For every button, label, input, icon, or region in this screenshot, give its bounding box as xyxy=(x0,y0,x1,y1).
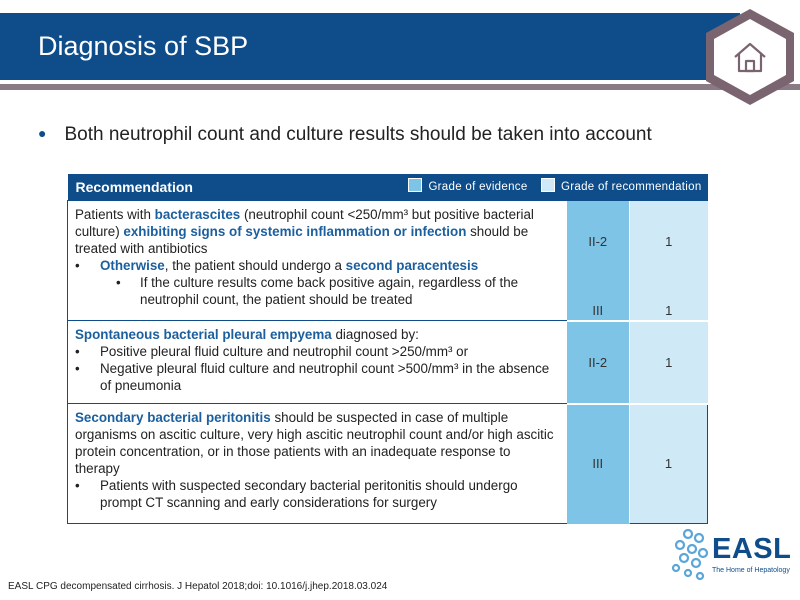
legend-recommendation-label: Grade of recommendation xyxy=(561,181,702,193)
grade-of-evidence: II-2 xyxy=(588,233,608,249)
text-run: , the patient should undergo a xyxy=(164,258,346,273)
table-header xyxy=(68,174,708,201)
keyword: Secondary bacterial peritonitis xyxy=(75,410,271,425)
grade-of-recommendation: 1 xyxy=(665,354,673,370)
text-run: diagnosed by: xyxy=(331,327,419,342)
text-run: (neutrophil count <250/mm³ but positive bacterial culture) xyxy=(75,207,534,239)
list-item: • If the culture results come back positive again, regardless of the neutrophil count, the patient should be treated xyxy=(140,274,559,308)
grade-of-evidence: II-2 xyxy=(588,354,608,370)
text-run: should be treated with antibiotics xyxy=(75,224,529,256)
home-icon[interactable] xyxy=(702,7,798,107)
grade-of-recommendation: 1 xyxy=(665,233,673,249)
grade-of-recommendation: 1 xyxy=(664,455,673,471)
main-bullet xyxy=(38,124,652,146)
grade-of-evidence-cell xyxy=(567,201,630,321)
grade-of-recommendation: 1 xyxy=(665,302,673,318)
legend xyxy=(398,174,707,200)
bullet-list xyxy=(75,477,559,511)
keyword: exhibiting signs of systemic inflammation or infection xyxy=(123,224,467,239)
logo-wordmark: EASL xyxy=(712,533,792,565)
text-run: Patients with xyxy=(75,207,155,222)
keyword: Otherwise xyxy=(100,258,165,273)
table-row xyxy=(68,201,708,321)
bullet-list xyxy=(75,257,559,308)
legend-evidence-label: Grade of evidence xyxy=(428,181,528,193)
text-run: should be suspected in case of multiple organisms on ascitic culture, very high ascitic neutrophil count and/or high ascitic protein concentration, or in those patients with an inadequate response to therapy xyxy=(75,410,554,476)
keyword: Spontaneous bacterial pleural empyema xyxy=(75,327,332,342)
list-item: • Positive pleural fluid culture and neutrophil count >250/mm³ or xyxy=(100,343,559,360)
grade-of-recommendation-cell xyxy=(630,404,708,524)
recommendation-paragraph xyxy=(75,409,559,477)
grade-of-evidence-cell xyxy=(567,404,630,524)
grade-of-recommendation-cell xyxy=(630,321,708,404)
list-item xyxy=(100,257,559,308)
grade-of-evidence-cell xyxy=(567,321,630,404)
bullet-list xyxy=(75,343,559,394)
grade-of-recommendation-cell xyxy=(630,201,708,321)
sub-bullet-list xyxy=(100,274,559,308)
recommendation-text xyxy=(68,201,567,321)
main-bullet-text: Both neutrophil count and culture results should be taken into account xyxy=(64,124,652,145)
recommendation-table xyxy=(67,174,708,524)
table-header-row xyxy=(68,174,708,201)
table-row xyxy=(68,404,708,524)
recommendation-paragraph xyxy=(75,206,559,257)
citation: EASL CPG decompensated cirrhosis. J Hepatol 2018;doi: 10.1016/j.jhep.2018.03.024 xyxy=(8,581,388,592)
recommendation-text xyxy=(68,404,567,524)
header-stripe xyxy=(0,84,800,90)
recommendation-swatch xyxy=(541,178,555,192)
table-row xyxy=(68,321,708,404)
grade-of-evidence: III xyxy=(592,302,604,318)
list-item: • Patients with suspected secondary bacterial peritonitis should undergo prompt CT scanning and early considerations for surgery xyxy=(100,477,559,511)
recommendation-text xyxy=(68,321,567,404)
evidence-swatch xyxy=(408,178,422,192)
slide-title: Diagnosis of SBP xyxy=(38,31,249,61)
recommendation-header: Recommendation xyxy=(75,179,193,195)
keyword: bacterascites xyxy=(154,207,241,222)
grade-of-evidence: III xyxy=(592,455,604,471)
keyword: second paracentesis xyxy=(345,258,479,273)
logo-tagline: The Home of Hepatology xyxy=(712,567,790,574)
recommendation-paragraph xyxy=(75,326,559,343)
list-item: • Negative pleural fluid culture and neutrophil count >500/mm³ in the absence of pneumonia xyxy=(100,360,559,394)
bullet-dot: ● xyxy=(38,125,47,141)
